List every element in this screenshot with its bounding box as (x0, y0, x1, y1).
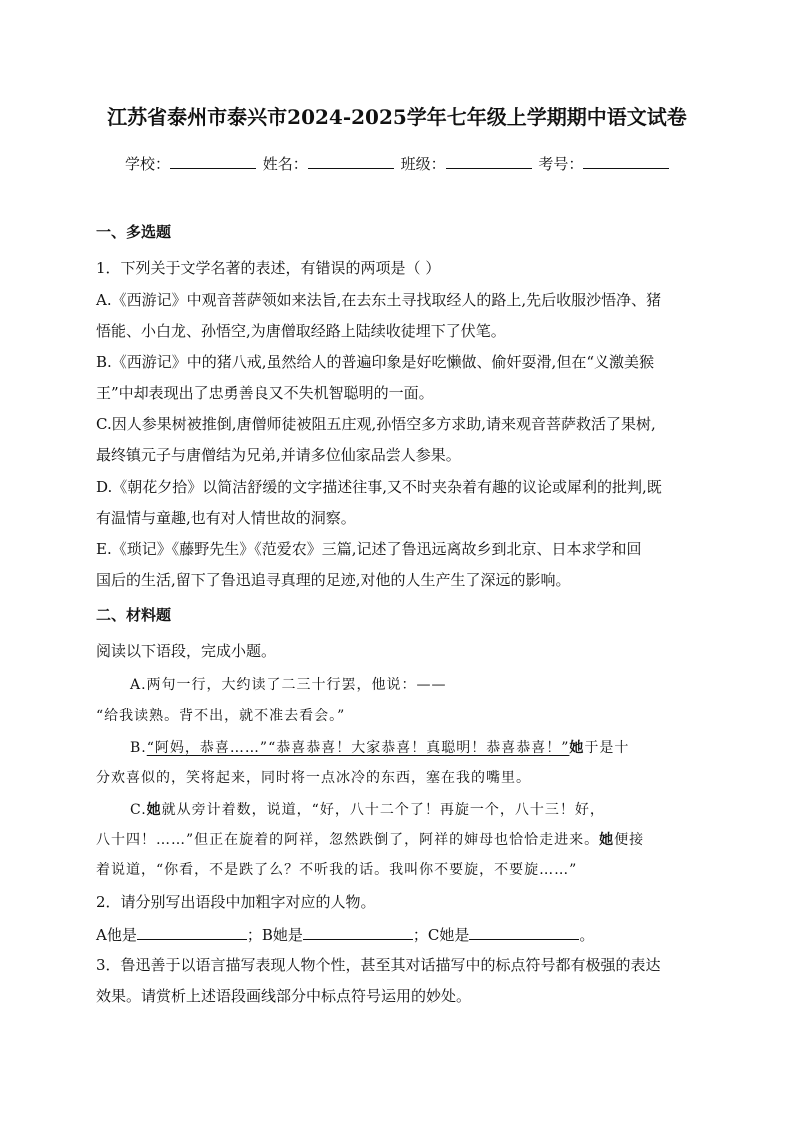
class-label: 班级： (400, 155, 446, 173)
name-blank[interactable] (308, 153, 394, 169)
question-1: 1．下列关于文学名著的表述，有错误的两项是（ ） (96, 259, 441, 277)
passage-a-line-2: “给我读熟。背不出，就不准去看会。” (96, 708, 346, 724)
passage-b-rest: 于是十 (584, 740, 630, 756)
question-2-answers (96, 924, 594, 945)
passage-b-underlined-dialogue: “阿妈，恭喜……”“恭喜恭喜！大家恭喜！真聪明！恭喜恭喜！” (146, 740, 570, 756)
passage-b-bold-pronoun: 她 (569, 740, 585, 756)
section-heading-material: 二、材料题 (96, 606, 172, 624)
passage-c-line-1 (130, 800, 605, 820)
passage-c-bold-pronoun-2: 她 (599, 832, 615, 848)
answer-a-label: A他是 (96, 926, 137, 944)
school-label: 学校： (125, 155, 171, 173)
passage-c-line-3: 着说道，“你看，不是跌了么？不听我的话。我叫你不要旋，不要旋……” (96, 862, 578, 878)
option-d-line-2: 有温情与童趣,也有对人情世故的洞察。 (96, 509, 356, 527)
passage-c-line-2-end: 便接 (614, 832, 645, 848)
name-label: 姓名： (262, 155, 308, 173)
reading-intro: 阅读以下语段，完成小题。 (96, 642, 277, 660)
answer-b-blank[interactable] (303, 924, 413, 940)
answer-b-label: ；B她是 (246, 926, 303, 944)
question-3-line-2: 效果。请赏析上述语段画线部分中标点符号运用的妙处。 (96, 987, 472, 1005)
question-3-line-1: 3．鲁迅善于以语言描写表现人物个性，甚至其对话描写中的标点符号都有极强的表达 (96, 956, 661, 974)
option-e-line-1: E.《琐记》《藤野先生》《范爱农》三篇,记述了鲁迅远离故乡到北京、日本求学和回 (96, 540, 642, 558)
passage-c-label: C. (130, 802, 147, 818)
student-info-line (125, 153, 671, 174)
answer-c-blank[interactable] (469, 924, 579, 940)
passage-c-line-2 (96, 830, 644, 850)
answer-a-blank[interactable] (137, 924, 247, 940)
option-d-line-1: D.《朝花夕拾》以简洁舒缓的文字描述往事,又不时夹杂着有趣的议论或犀利的批判,既 (96, 478, 662, 496)
option-b-line-2: 王”中却表现出了忠勇善良又不失机智聪明的一面。 (96, 384, 434, 402)
passage-c-line-2-text: 八十四！……”但正在旋着的阿祥，忽然跌倒了，阿祥的婶母也恰恰走进来。 (96, 832, 600, 848)
passage-b-line-1 (130, 738, 629, 758)
passage-c-line-1-rest: 就从旁计着数，说道，“好，八十二个了！再旋一个，八十三！好， (161, 802, 605, 818)
number-label: 考号： (538, 155, 584, 173)
question-2: 2．请分别写出语段中加粗字对应的人物。 (96, 893, 376, 911)
section-heading-multiple-choice: 一、多选题 (96, 223, 172, 241)
option-c-line-1: C.因人参果树被推倒,唐僧师徒被阻五庄观,孙悟空多方求助,请来观音菩萨救活了果树, (96, 415, 656, 433)
passage-b-label: B. (130, 740, 147, 756)
number-blank[interactable] (583, 153, 669, 169)
class-blank[interactable] (446, 153, 532, 169)
option-a-line-2: 悟能、小白龙、孙悟空,为唐僧取经路上陆续收徒埋下了伏笔。 (96, 322, 506, 340)
school-blank[interactable] (170, 153, 256, 169)
option-e-line-2: 国后的生活,留下了鲁迅追寻真理的足迹,对他的人生产生了深远的影响。 (96, 571, 571, 589)
option-b-line-1: B.《西游记》中的猪八戒,虽然给人的普遍印象是好吃懒做、偷奸耍滑,但在“义激美猴 (96, 353, 654, 371)
passage-c-bold-pronoun-1: 她 (146, 802, 162, 818)
passage-a-line-1: A.两句一行，大约读了二三十行罢，他说：—— (130, 677, 447, 693)
exam-title: 江苏省泰州市泰兴市2024-2025学年七年级上学期期中语文试卷 (107, 105, 687, 129)
option-a-line-1: A.《西游记》中观音菩萨领如来法旨,在去东土寻找取经人的路上,先后收服沙悟净、猪 (96, 291, 662, 309)
answer-end-punct: 。 (579, 926, 595, 944)
passage-b-line-2: 分欢喜似的，笑将起来，同时将一点冰冷的东西，塞在我的嘴里。 (96, 770, 531, 786)
option-c-line-2: 最终镇元子与唐僧结为兄弟,并请多位仙家品尝人参果。 (96, 446, 461, 464)
answer-c-label: ；C她是 (412, 926, 470, 944)
